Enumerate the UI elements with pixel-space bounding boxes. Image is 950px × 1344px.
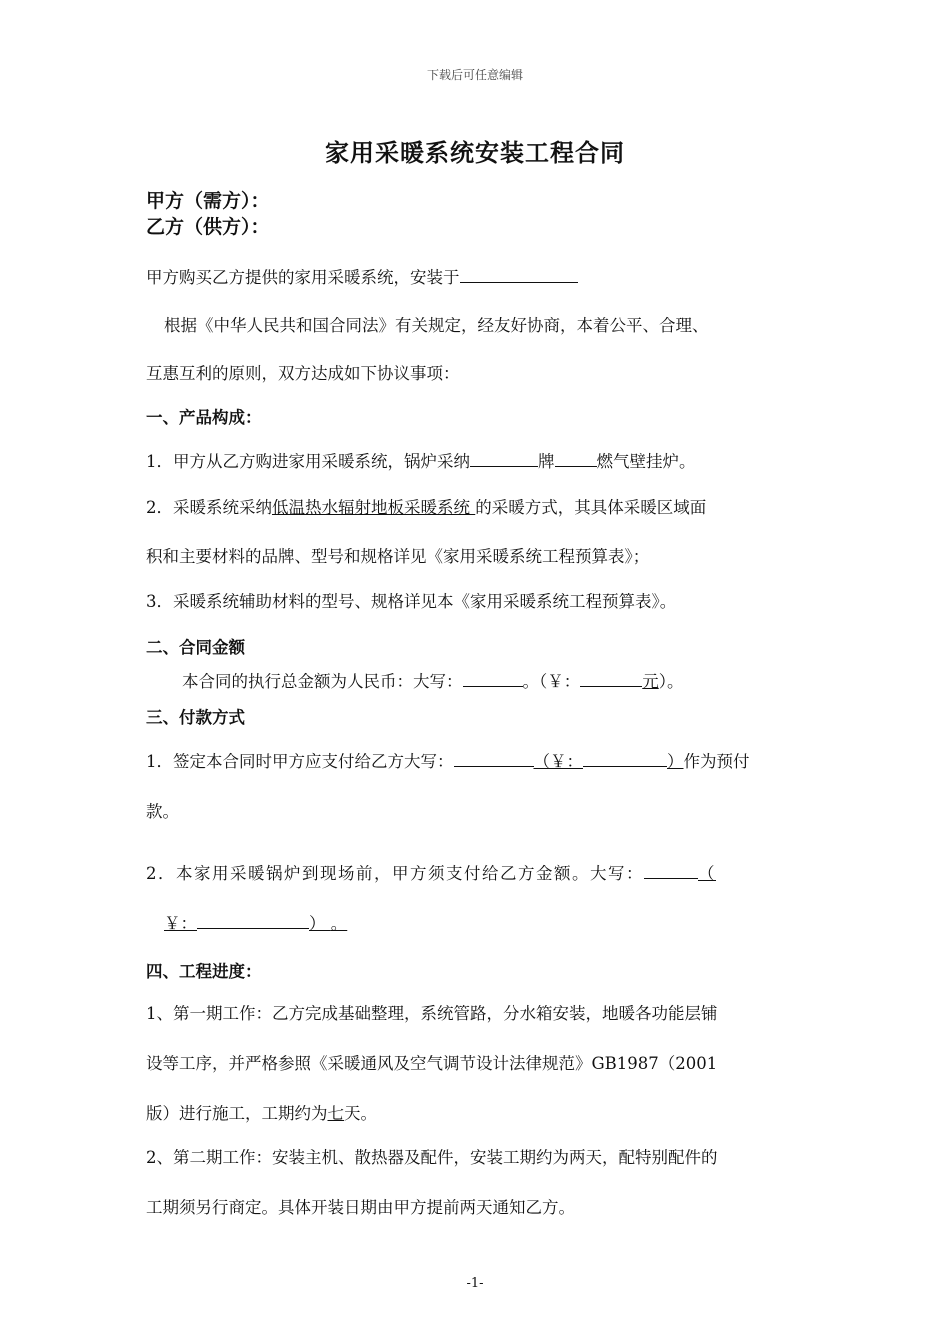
party-a-label: 甲方（需方）： <box>146 190 270 212</box>
section-3-item-1 <box>146 748 750 772</box>
prepay-paren: （￥： <box>533 752 583 771</box>
intro-basis-line-1: 根据《中华人民共和国合同法》有关规定，经友好协商，本着公平、合理、 <box>164 316 709 335</box>
section-1-item-2 <box>146 494 706 518</box>
section-3-item-2-cont <box>164 910 347 934</box>
amount-words-blank <box>463 669 523 687</box>
section-3-heading: 三、付款方式 <box>146 708 245 727</box>
item-1-text-c: 燃气壁挂炉。 <box>596 452 696 471</box>
amount-figure-blank <box>580 669 642 687</box>
phase-1-line-3 <box>146 1100 377 1124</box>
heating-type-underlined: 低温热水辐射地板采暖系统 <box>272 498 470 517</box>
intro-install-line <box>146 264 578 288</box>
section-1-item-3: 3．采暖系统辅助材料的型号、规格详见本《家用采暖系统工程预算表》。 <box>146 592 677 611</box>
section-1-item-2-cont: 积和主要材料的品牌、型号和规格详见《家用采暖系统工程预算表》； <box>146 547 650 566</box>
section-1-item-1 <box>146 448 696 472</box>
delivery-pay-end: 。 <box>330 914 348 933</box>
install-location-blank <box>460 265 578 283</box>
boiler-brand-blank <box>470 449 538 467</box>
amount-text-a: 本合同的执行总金额为人民币：大写： <box>182 672 463 691</box>
section-4-heading: 四、工程进度： <box>146 962 262 981</box>
intro-install-text: 甲方购买乙方提供的家用采暖系统，安装于 <box>146 268 460 287</box>
section-3-item-1-cont: 款。 <box>146 802 179 821</box>
delivery-pay-figure-blank <box>197 911 309 929</box>
contract-title: 家用采暖系统安装工程合同 <box>325 138 625 167</box>
phase-2-line-2: 工期须另行商定。具体开装日期由甲方提前两天通知乙方。 <box>146 1198 575 1217</box>
prepay-close: ） <box>667 752 684 771</box>
item-1-text-a: 1．甲方从乙方购进家用采暖系统，锅炉采纳 <box>146 452 470 471</box>
phase-2-line-1: 2、第二期工作：安装主机、散热器及配件，安装工期约为两天，配特别配件的 <box>146 1148 718 1167</box>
delivery-pay-yen: ￥： <box>164 914 197 933</box>
section-2-amount-line <box>182 668 684 692</box>
prepay-words-blank <box>454 749 534 767</box>
section-1-heading: 一、产品构成： <box>146 408 262 427</box>
amount-text-b: 。（￥： <box>522 672 581 691</box>
intro-basis-line-2: 互惠互利的原则，双方达成如下协议事项： <box>146 364 460 383</box>
item-1-text-b: 牌 <box>538 452 555 471</box>
amount-text-c: ）。 <box>658 672 684 691</box>
payment-1-text-b: 作为预付 <box>683 752 750 771</box>
amount-unit: 元 <box>642 672 659 691</box>
phase-1-days: 七 <box>327 1104 344 1123</box>
delivery-pay-words-blank <box>644 861 698 879</box>
party-b-label: 乙方（供方）： <box>146 216 270 238</box>
prepay-figure-blank <box>583 749 667 767</box>
phase-1-line-2: 设等工序，并严格参照《采暖通风及空气调节设计法律规范》GB1987（2001 <box>146 1054 718 1073</box>
phase-1-text-b: 天。 <box>344 1104 377 1123</box>
payment-2-text: 2．本家用采暖锅炉到现场前，甲方须支付给乙方金额。大写： <box>146 864 644 883</box>
boiler-model-blank <box>555 449 597 467</box>
section-2-heading: 二、合同金额 <box>146 638 245 657</box>
section-3-item-2 <box>146 860 716 884</box>
item-2-text-b: 的采暖方式，其具体采暖区域面 <box>475 498 707 517</box>
page-header: 下载后可任意编辑 <box>426 68 523 82</box>
item-2-text-a: 2．采暖系统采纳 <box>146 498 272 517</box>
delivery-pay-close: ） <box>309 914 326 933</box>
payment-1-text-a: 1．签定本合同时甲方应支付给乙方大写： <box>146 752 454 771</box>
phase-1-text-a: 版）进行施工，工期约为 <box>146 1104 328 1123</box>
phase-1-line-1: 1、第一期工作：乙方完成基础整理，系统管路，分水箱安装，地暖各功能层铺 <box>146 1004 718 1023</box>
delivery-pay-paren: （ <box>698 864 716 883</box>
page-number: -1- <box>466 1276 484 1291</box>
